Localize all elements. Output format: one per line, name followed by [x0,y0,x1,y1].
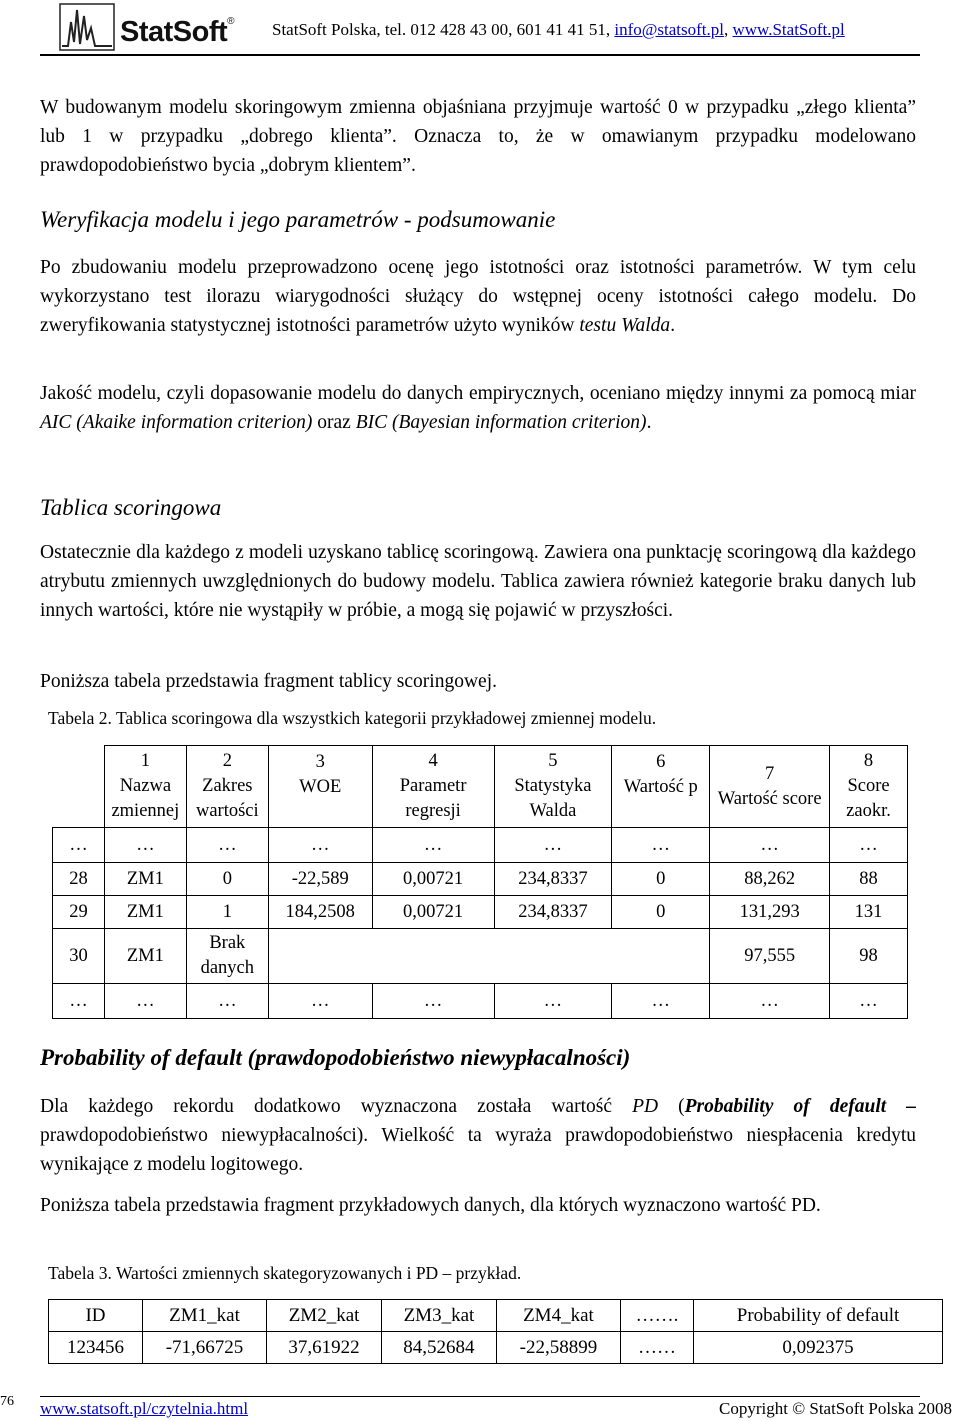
table-cell: 0,00721 [372,896,494,929]
table-row [53,929,908,984]
table-cell: 0 [612,896,710,929]
table-cell: ZM1 [104,863,186,896]
table-cell: 29 [53,896,105,929]
table-header-cell: ……. [621,1300,694,1332]
table-cell: ZM1 [104,929,186,984]
header-contact [272,20,845,40]
tablica-paragraph-2: Poniższa tabela przedstawia fragment tablicy scoringowej. [40,671,497,692]
table-cell: 28 [53,863,105,896]
table-header-cell: 3 WOE [268,746,372,828]
jakosc-text-e: . [646,412,652,433]
pd-text-e: prawdopodobieństwo niewypłacalności). Wielkość ta wyraża prawdopodobieństwo niespłacenia kredytu wynikające z modelu logitowego. [40,1125,916,1175]
table-row [49,1332,943,1364]
table-cell: -22,589 [268,863,372,896]
table-header-cell: 4 Parametr regresji [372,746,494,828]
table-header-empty [53,746,105,828]
table-cell: … [710,984,830,1019]
table-cell: ZM1 [104,896,186,929]
pd-text-c: ( [658,1096,685,1117]
table-cell: 97,555 [710,929,830,984]
table-cell: 0 [612,863,710,896]
bic-term: BIC (Bayesian information criterion) [355,412,647,433]
logo-registered-mark: ® [227,16,235,27]
table-cell: 184,2508 [268,896,372,929]
weryfikacja-paragraph-1 [40,253,916,340]
table-header-cell: 2 Zakres wartości [186,746,268,828]
header-email-link[interactable]: info@statsoft.pl [614,20,724,39]
table-header-cell: ID [49,1300,143,1332]
tablica-paragraph-1: Ostatecznie dla każdego z modeli uzyskano tablicę scoringową. Zawiera ona punktację scoringową dla każdego atrybutu zmiennych uwzględnionych do budowy modelu. Tablica zawiera również kategorie braku danych lub innych wartości, które nie wystąpiły w próbie, a mogą się pojawić w przyszłości. [40,542,916,621]
table-ellipsis-row [53,828,908,863]
header-website-link[interactable]: www.StatSoft.pl [732,20,845,39]
table-cell: -22,58899 [496,1332,620,1364]
pd-paragraph-1 [40,1092,916,1179]
table-cell: … [104,984,186,1019]
table-cell: … [186,984,268,1019]
weryfikacja-text-a: Po zbudowaniu modelu przeprowadzono ocenę jego istotności oraz istotności parametrów. W tym celu wykorzystano test ilorazu wiarygodności służący do wstępnej oceny istotności całego modelu. Do zweryfikowania statystycznej istotności parametrów użyto wyników [40,257,916,336]
table-cell: … [612,828,710,863]
table-cell: … [372,984,494,1019]
statsoft-logo-icon [58,2,118,54]
table-cell: 131 [830,896,908,929]
table-row [53,896,908,929]
table-header-cell: ZM2_kat [267,1300,382,1332]
section-heading-pd: Probability of default (prawdopodobieństwo niewypłacalności) [40,1045,631,1070]
table-header-cell: 6 Wartość p [612,746,710,828]
table-cell: … [710,828,830,863]
table-cell: 0,00721 [372,863,494,896]
aic-term: AIC (Akaike information criterion) [40,412,313,433]
table-header-cell: ZM1_kat [142,1300,266,1332]
table-cell: 234,8337 [494,863,612,896]
table-header-cell: Probability of default [694,1300,943,1332]
table-header-row [49,1300,943,1332]
table-cell: 98 [830,929,908,984]
table-cell: 0 [186,863,268,896]
footer-copyright: Copyright © StatSoft Polska 2008 [719,1399,952,1418]
table-cell-empty-span [268,929,709,984]
table-cell: 30 [53,929,105,984]
table-header-row [53,746,908,828]
table-3-caption: Tabela 3. Wartości zmiennych skategoryzowanych i PD – przykład. [48,1263,522,1283]
scoring-table [52,745,908,1019]
table-header-cell: 1 Nazwa zmiennej [104,746,186,828]
table-cell: … [268,828,372,863]
page-number: 76 [0,1394,14,1409]
weryfikacja-paragraph-2 [40,379,916,437]
pd-full-term: Probability of default – [684,1096,917,1117]
table-cell: -71,66725 [142,1332,266,1364]
table-cell: 1 [186,896,268,929]
pd-paragraph-2: Poniższa tabela przedstawia fragment przykładowych danych, dla których wyznaczono wartość PD. [40,1195,821,1216]
jakosc-text-c: oraz [312,412,356,433]
table-cell: … [186,828,268,863]
pd-text-a: Dla każdego rekordu dodatkowo wyznaczona została wartość [40,1096,633,1117]
pd-table [48,1299,943,1364]
table-header-cell: 5 Statystyka Walda [494,746,612,828]
table-row [53,863,908,896]
header-separator: , [724,20,733,39]
weryfikacja-text-c: . [670,315,676,336]
table-cell: 123456 [49,1332,143,1364]
table-2-caption: Tabela 2. Tablica scoringowa dla wszystkich kategorii przykładowej zmiennej modelu. [48,708,657,728]
table-cell: … [268,984,372,1019]
table-ellipsis-row [53,984,908,1019]
logo-brand: StatSoft [120,16,228,48]
table-cell: 88,262 [710,863,830,896]
table-cell: … [104,828,186,863]
table-cell: 131,293 [710,896,830,929]
jakosc-text-a: Jakość modelu, czyli dopasowanie modelu do danych empirycznych, oceniano między innymi za pomocą miar [40,383,916,404]
table-cell: …… [621,1332,694,1364]
table-cell: … [372,828,494,863]
table-header-cell: 7 Wartość score [710,746,830,828]
table-cell: Brak danych [186,929,268,984]
table-cell: … [830,984,908,1019]
table-header-cell: ZM4_kat [496,1300,620,1332]
intro-paragraph: W budowanym modelu skoringowym zmienna objaśniana przyjmuje wartość 0 w przypadku „złego klienta” lub 1 w przypadku „dobrego klienta”. Oznacza to, że w omawianym przypadku modelowano prawdopodobieństwo bycia „dobrym klientem”. [40,97,916,176]
table-header-cell: ZM3_kat [381,1300,496,1332]
pd-term: PD [632,1096,659,1117]
page-header [40,0,920,56]
statsoft-logo [58,2,273,54]
table-cell: 88 [830,863,908,896]
table-header-cell: 8 Score zaokr. [830,746,908,828]
table-cell: 0,092375 [694,1332,943,1364]
table-cell: 37,61922 [267,1332,382,1364]
wald-test-term: testu Walda [579,315,671,336]
table-cell: … [612,984,710,1019]
section-heading-weryfikacja: Weryfikacja modelu i jego parametrów - podsumowanie [40,207,556,232]
table-cell: … [53,828,105,863]
table-cell: … [53,984,105,1019]
table-cell: … [494,984,612,1019]
table-cell: 84,52684 [381,1332,496,1364]
section-heading-tablica: Tablica scoringowa [40,495,222,520]
table-cell: … [494,828,612,863]
table-cell: 234,8337 [494,896,612,929]
table-cell: … [830,828,908,863]
footer-czytelnia-link[interactable]: www.statsoft.pl/czytelnia.html [40,1399,249,1418]
header-contact-text: StatSoft Polska, tel. 012 428 43 00, 601 41 41 51, [272,20,615,39]
footer-divider [40,1396,920,1397]
